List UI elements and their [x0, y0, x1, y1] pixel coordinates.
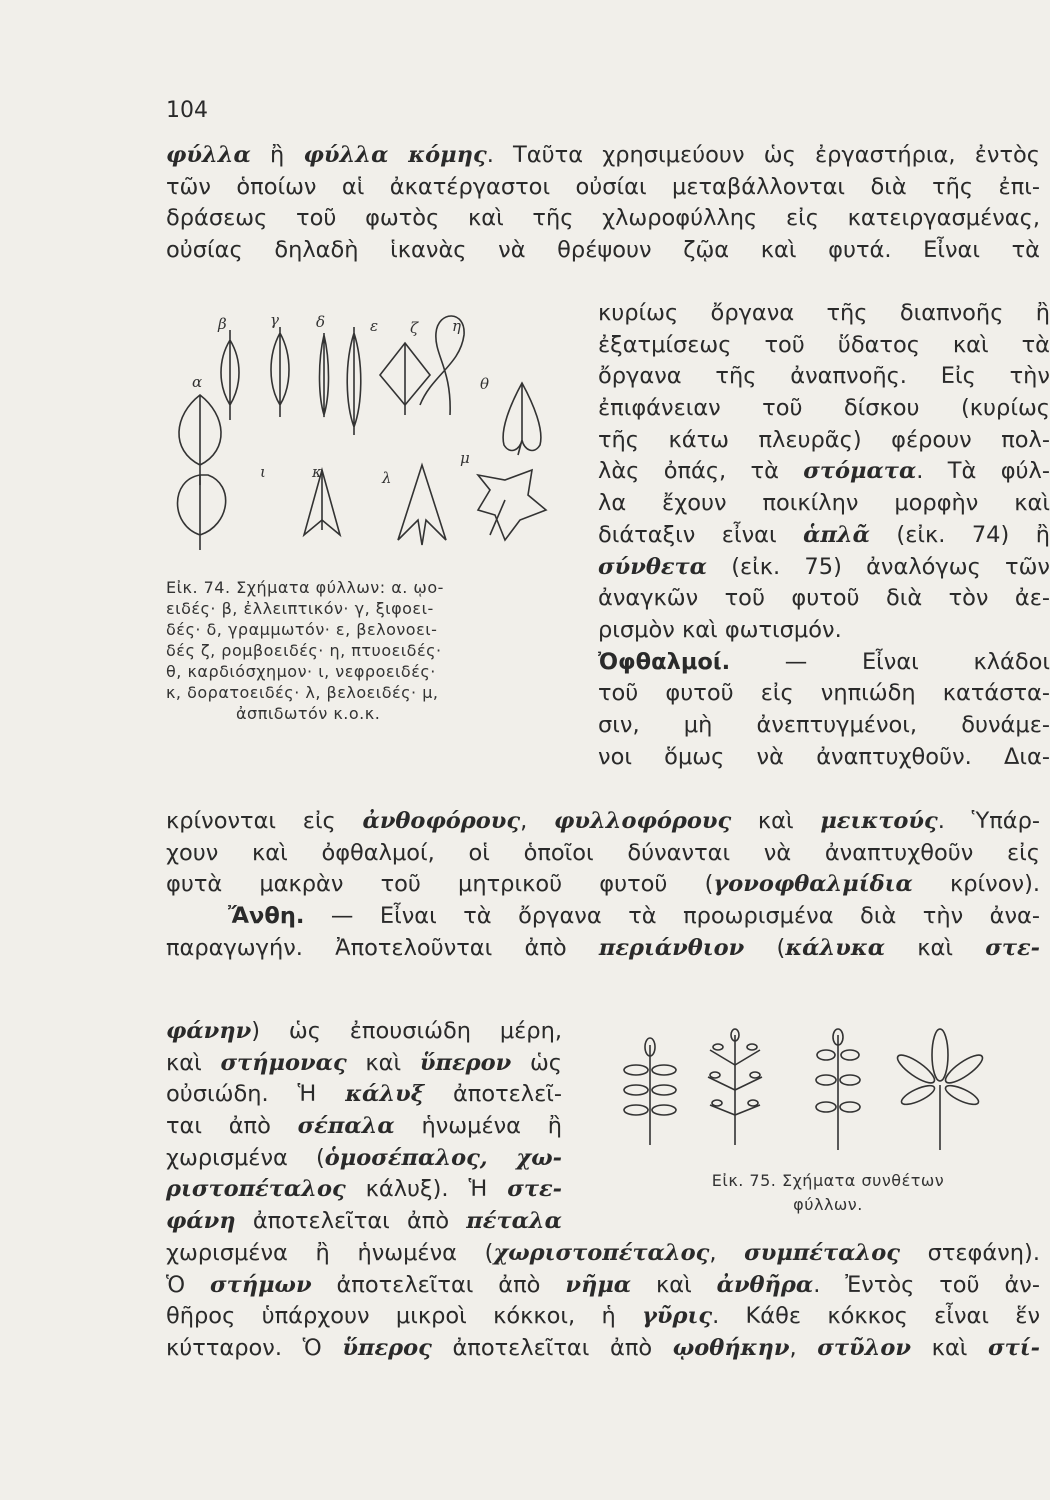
figure-74-caption: Εἰκ. 74. Σχήματα φύλλων: α. ῳο- ειδές· β, ἐλλειπτικόν· γ, ξιφοει- δές· δ, γραμμωτόν· ε, βελονοει- δές ζ, ρομβοειδές· η, πτυοειδές· θ, καρδιόσχημον· ι, νεφροειδές· κ, δορατοειδές· λ, βελοειδές· μ, ἀσπιδωτόν κ.ο.κ. — [166, 578, 444, 723]
fig74-label-h: η — [452, 317, 461, 335]
fig74-label-a: α — [192, 373, 203, 391]
middle-paragraph: κρίνονται εἰς ἀνθοφόρους, φυλλοφόρους καὶ μεικτούς. Ὑπάρ- χουν καὶ ὀφθαλμοί, οἱ ὁποῖοι δύνανται νὰ ἀναπτυχθοῦν εἰς φυτὰ μακρὰν τοῦ μητρικοῦ φυτοῦ (γονοφθαλμίδια κρίνον). Ἄνθη. — Εἶναι τὰ ὄργανα τὰ προωρισμένα διὰ τὴν ἀνα- παραγωγήν. Ἀποτελοῦνται ἀπὸ περιάνθιον (κάλυκα καὶ στε- — [166, 808, 1040, 961]
compound-leaf-palmate — [894, 1029, 986, 1150]
leaf-linear — [320, 333, 329, 417]
compound-leaf-bipinnate — [708, 1029, 762, 1145]
leaf-ovate — [179, 395, 221, 485]
figure-75-caption: Εἰκ. 75. Σχήματα συνθέτων φύλλων. — [711, 1171, 945, 1214]
intro-line-3: δράσεως τοῦ φωτὸς καὶ τῆς χλωροφύλλης εἰς κατειργασμένας, — [166, 205, 1040, 232]
leaf-cordate — [503, 383, 541, 455]
ending-paragraph: χωρισμένα ἢ ἡνωμένα (χωριστοπέταλος, συμπέταλος στεφάνη). Ὁ στήμων ἀποτελεῖται ἀπὸ νῆμα καὶ ἀνθῆρα. Ἐντὸς τοῦ ἀν- θῆρος ὑπάρχουν μικροὶ κόκκοι, ἡ γῦρις. Κάθε κόκκος εἶναι ἕν κύτταρον. Ὁ ὕπερος ἀποτελεῖται ἀπὸ ῳοθήκην, στῦλον καὶ στί- — [166, 1240, 1041, 1362]
fig74-label-th: θ — [480, 375, 490, 393]
figure-75-compound-leaves — [600, 1025, 1020, 1155]
right-column-text: κυρίως ὄργανα τῆς διαπνοῆς ἢ ἐξατμίσεως τοῦ ὕδατος καὶ τὰ ὄργανα τῆς ἀναπνοῆς. Εἰς τὴν ἐπιφάνειαν τοῦ δίσκου (κυρίως τῆς κάτω πλευρᾶς) φέρουν πολ- λὰς ὀπάς, τὰ στόματα. Τὰ φύλ- λα ἔχουν ποικίλην μορφὴν καὶ διάταξιν εἶναι ἁπλᾶ (εἰκ. 74) ἢ σύνθετα (εἰκ. 75) ἀναλόγως τῶν ἀναγκῶν τοῦ φυτοῦ διὰ τὸν ἀε- ρισμὸν καὶ φωτισμόν. Ὀφθαλμοί. — Εἶναι κλάδοι τοῦ φυτοῦ εἰς νηπιώδη κατάστα- σιν, μὴ ἀνεπτυγμένοι, δυνάμε- νοι ὅμως νὰ ἀναπτυχθοῦν. Δια- — [598, 300, 1050, 770]
page-number: 104 — [166, 98, 208, 123]
leaf-reniform — [178, 475, 226, 550]
fig74-label-d: δ — [316, 313, 326, 331]
intro-line-1: φύλλα ἢ φύλλα κόμης. Ταῦτα χρησιμεύουν ὡς ἐργαστήρια, ἐντὸς — [166, 142, 1040, 168]
figure-74-leaf-shapes — [160, 305, 570, 565]
fig74-label-g: γ — [270, 311, 279, 329]
left-column-text: φάνην) ὡς ἐπουσιώδη μέρη, καὶ στήμονας καὶ ὕπερον ὡς οὐσιώδη. Ἡ κάλυξ ἀποτελεῖ- ται ἀπὸ σέπαλα ἡνωμένα ἢ χωρισμένα (ὁμοσέπαλος, χω- ριστοπέταλος κάλυξ). Ἡ στε- φάνη ἀποτελεῖται ἀπὸ πέταλα — [166, 1018, 563, 1235]
leaf-needle — [347, 327, 361, 435]
fig74-label-k: κ — [312, 463, 322, 481]
intro-paragraph — [166, 140, 1040, 267]
fig74-label-z: ζ — [410, 319, 419, 337]
fig74-label-e: ε — [370, 317, 379, 335]
fig74-label-m: μ — [460, 449, 470, 467]
leaf-elliptic — [221, 330, 239, 420]
fig74-label-l: λ — [382, 469, 392, 487]
leaf-peltate — [478, 470, 546, 540]
leaf-sword — [271, 327, 289, 417]
intro-line-4: οὐσίας δηλαδὴ ἱκανὰς νὰ θρέψουν ζῷα καὶ φυτά. Εἶναι τὰ — [166, 237, 1040, 264]
fig74-label-b: β — [218, 315, 227, 333]
intro-line-2: τῶν ὁποίων αἱ ἀκατέργαστοι οὐσίαι μεταβάλλονται διὰ τῆς ἐπι- — [166, 173, 1040, 200]
compound-leaf-trifoliate-stack — [816, 1029, 860, 1150]
leaf-sagittate — [398, 465, 446, 545]
fig74-label-i: ι — [260, 463, 266, 481]
compound-leaf-pinnate-1 — [624, 1038, 676, 1145]
heading-anthi: Ἄνθη. — [228, 903, 305, 930]
heading-ofthalmoi: Ὀφθαλμοί. — [598, 648, 731, 675]
